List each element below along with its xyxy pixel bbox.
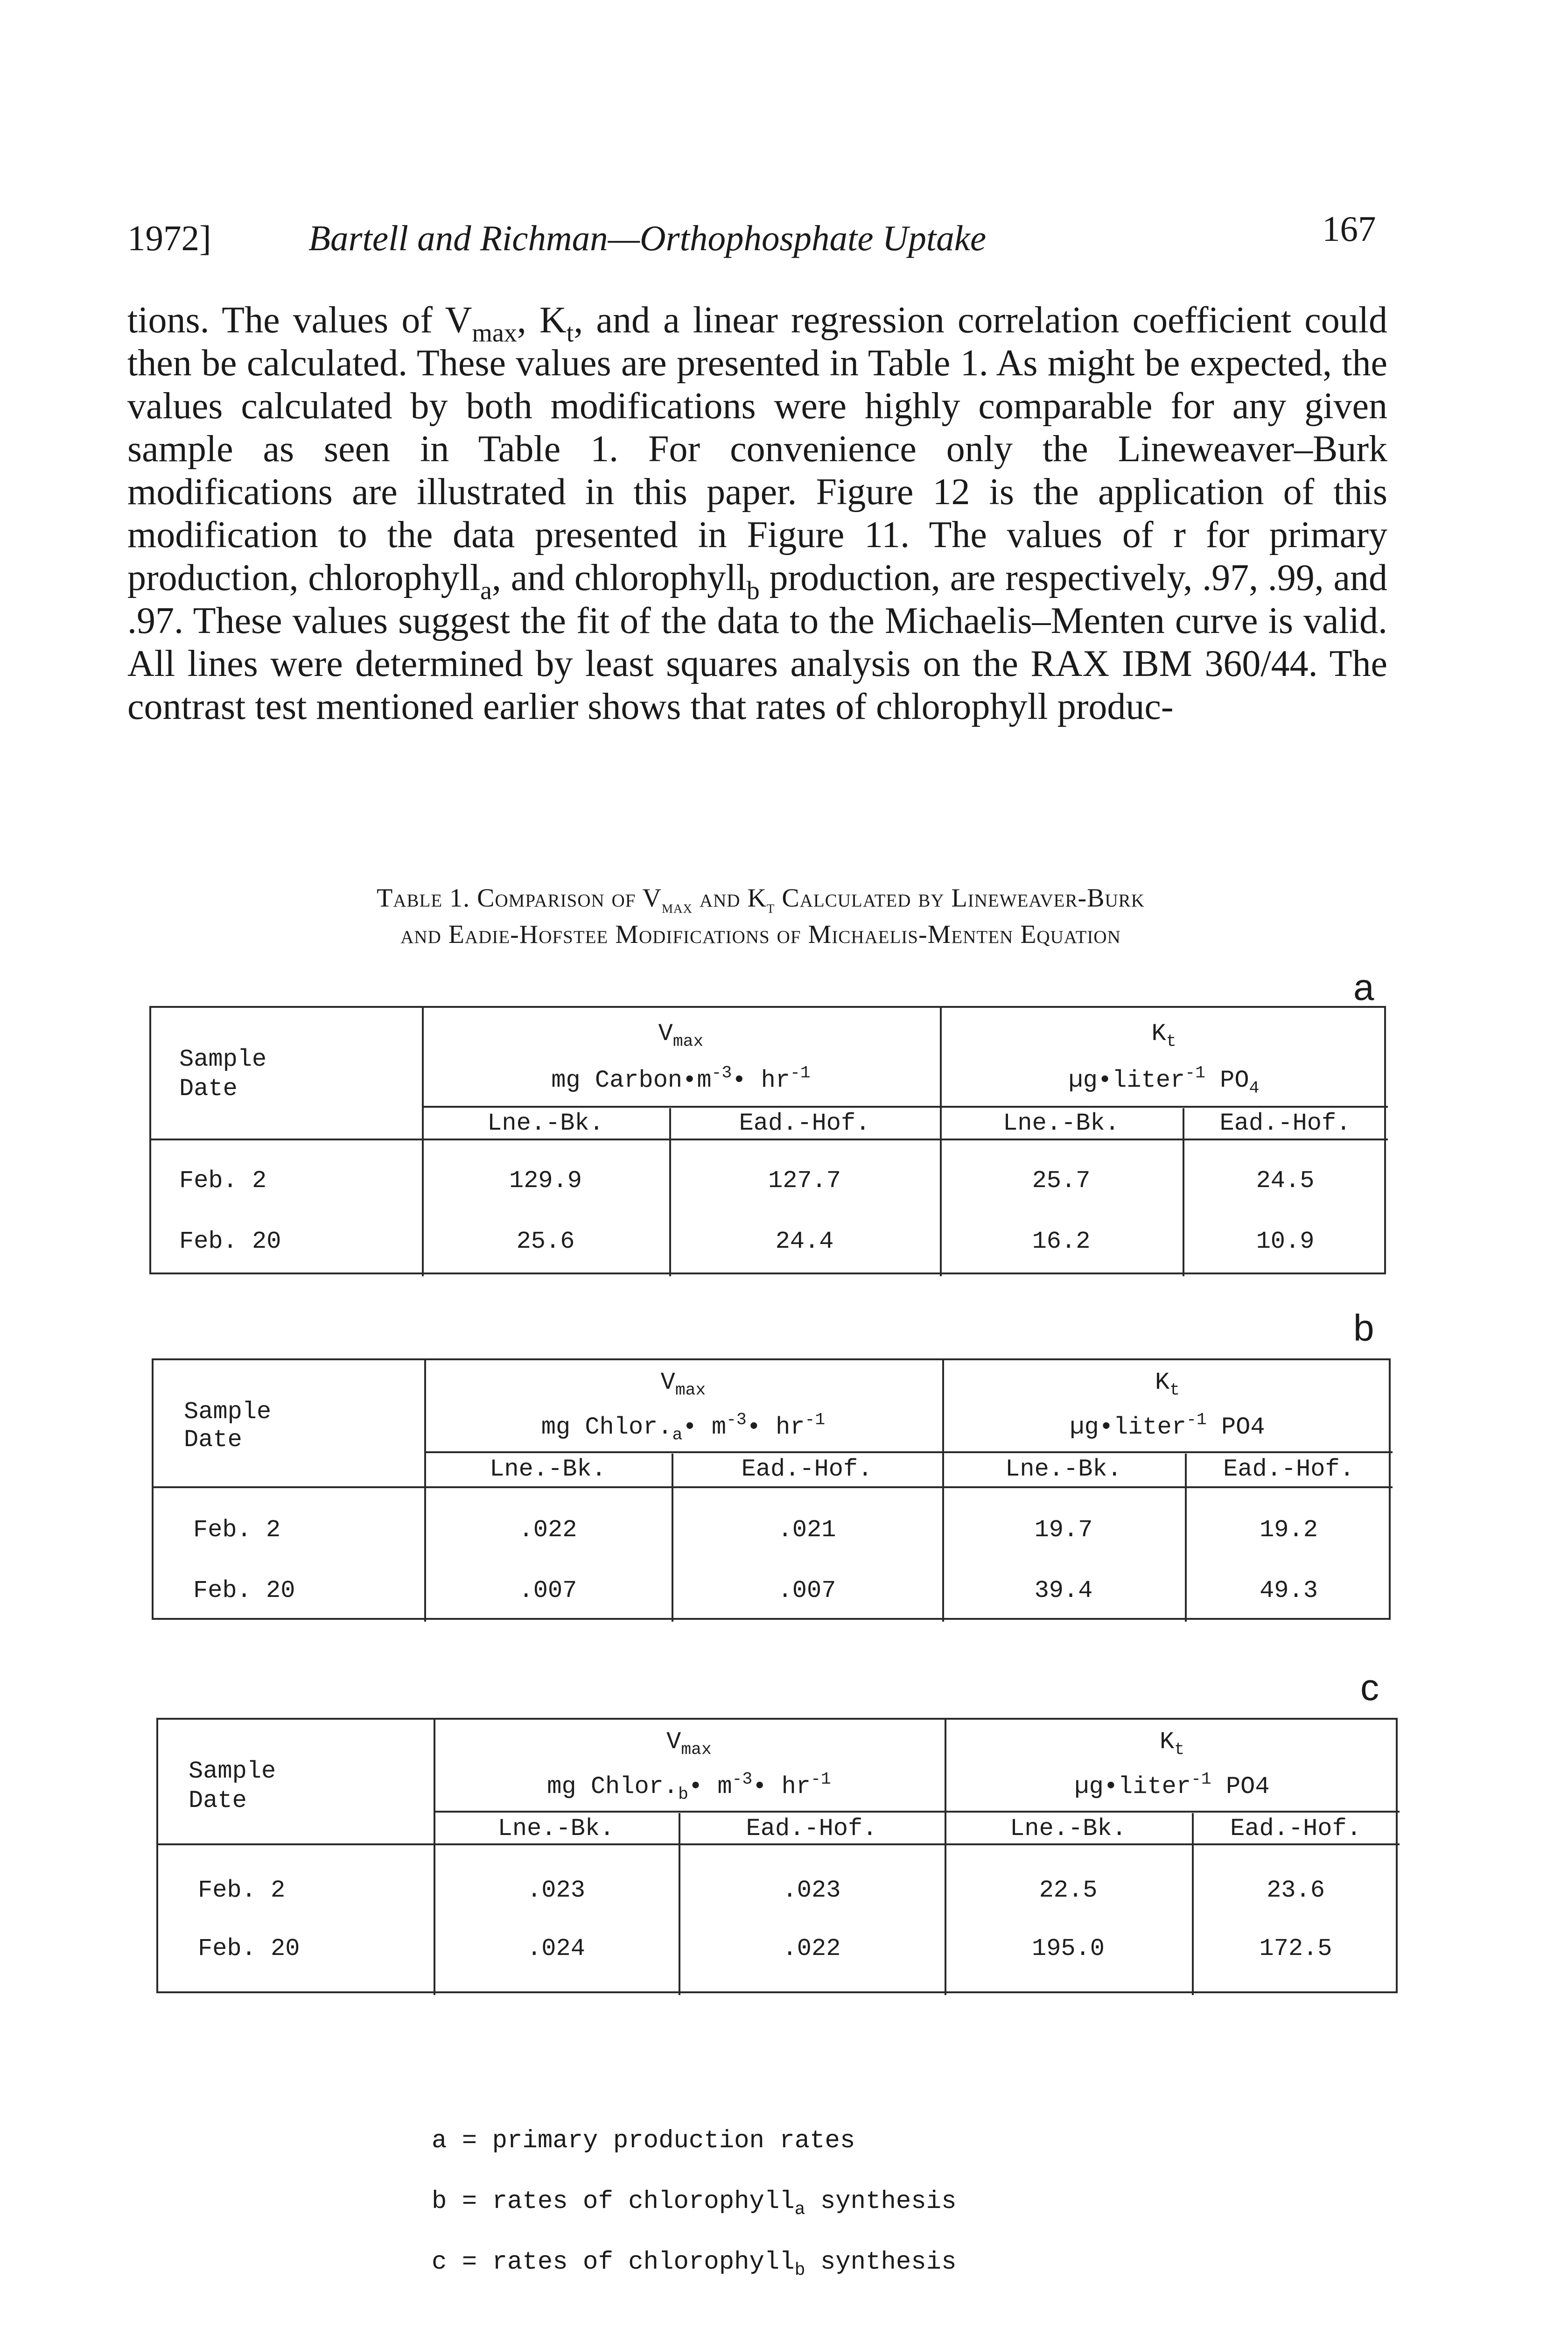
unit-superscript: -1 — [1191, 1769, 1211, 1789]
unit-subscript: b — [678, 1785, 688, 1804]
date-label: Date — [189, 1787, 247, 1814]
col-ead-hof: Ead.-Hof. — [741, 1455, 873, 1483]
unit-run: • hr — [752, 1773, 811, 1800]
body-text-run: , and chlorophyll — [492, 557, 747, 598]
unit-superscript: -3 — [732, 1769, 753, 1789]
col-lne-bk: Lne.-Bk. — [490, 1455, 606, 1483]
col-ead-hof: Ead.-Hof. — [1223, 1455, 1354, 1483]
unit-run: PO4 — [1206, 1413, 1265, 1441]
legend-run: synthesis — [805, 2248, 957, 2277]
row-date: Feb. 2 — [193, 1516, 281, 1544]
unit-run: µg•liter — [1074, 1773, 1191, 1800]
vmax-header — [424, 1369, 942, 1400]
unit-run: PO4 — [1211, 1773, 1270, 1800]
cell-value: .007 — [518, 1577, 577, 1604]
unit-superscript: -3 — [711, 1063, 732, 1083]
cell-value: .022 — [518, 1516, 577, 1544]
cell-value: 39.4 — [1034, 1577, 1093, 1604]
page-number: 167 — [1322, 209, 1376, 249]
panel-label-b: b — [1353, 1307, 1374, 1349]
unit-run: mg Carbon•m — [551, 1067, 712, 1094]
unit-run: • hr — [746, 1413, 805, 1441]
cell-value: 16.2 — [1032, 1228, 1091, 1255]
kt-symbol: K — [1151, 1020, 1166, 1047]
kt-symbol: K — [1159, 1728, 1175, 1756]
header-year: 1972] — [127, 218, 211, 258]
table-a — [149, 1006, 1386, 1274]
vmax-symbol: V — [658, 1020, 673, 1047]
vmax-subscript: max — [681, 1740, 712, 1759]
legend-b — [432, 2189, 956, 2250]
kt-subscript: t — [1169, 1380, 1180, 1400]
body-subscript: t — [566, 318, 574, 348]
cell-value: 10.9 — [1256, 1228, 1315, 1255]
vmax-subscript: max — [675, 1380, 706, 1400]
body-subscript: max — [472, 318, 517, 348]
unit-superscript: -1 — [790, 1063, 811, 1083]
vmax-symbol: V — [666, 1728, 681, 1756]
kt-unit — [942, 1410, 1393, 1441]
date-label: Date — [184, 1426, 242, 1454]
col-lne-bk: Lne.-Bk. — [1005, 1455, 1122, 1483]
vmax-unit — [424, 1410, 942, 1445]
sample-label: Sample — [179, 1046, 267, 1073]
sample-label: Sample — [184, 1398, 272, 1426]
unit-run: • m — [688, 1773, 732, 1800]
table-legend — [432, 2129, 956, 2311]
cell-value: 23.6 — [1267, 1877, 1325, 1904]
caption-line-1 — [131, 880, 1391, 916]
unit-subscript: 4 — [1249, 1078, 1260, 1098]
vmax-unit — [434, 1769, 945, 1804]
cell-value: 19.7 — [1034, 1516, 1093, 1544]
legend-run: b = rates of chlorophyll — [432, 2187, 795, 2216]
unit-superscript: -1 — [1186, 1410, 1207, 1429]
col-lne-bk: Lne.-Bk. — [1010, 1815, 1127, 1842]
col-ead-hof: Ead.-Hof. — [739, 1110, 870, 1137]
panel-label-c: c — [1360, 1666, 1379, 1708]
cell-value: 24.4 — [775, 1228, 834, 1255]
caption-line-2: and Eadie-Hofstee Modifications of Michaelis-Menten Equation — [400, 920, 1121, 949]
unit-superscript: -3 — [726, 1410, 747, 1429]
body-text-run: , and a linear regression correlation coefficient could then be calculated. These values are presented in Table 1. As might be expected, the values calculated by both modifications were highly comparable for any given sample as seen in Table 1. For convenience only the Lineweaver–Burk modifications are illustrated in this paper. Figure 12 is the application of this modification to the data presented in Figure 11. The values of r for primary production, chlorophyll — [127, 300, 1387, 598]
col-lne-bk: Lne.-Bk. — [1003, 1110, 1120, 1137]
row-date: Feb. 2 — [179, 1167, 267, 1195]
col-ead-hof: Ead.-Hof. — [746, 1815, 877, 1842]
col-ead-hof: Ead.-Hof. — [1230, 1815, 1361, 1842]
table-b — [152, 1358, 1391, 1620]
unit-run: • m — [682, 1413, 727, 1441]
cell-value: 22.5 — [1039, 1877, 1098, 1904]
unit-run: mg Chlor. — [541, 1413, 672, 1441]
caption-subscript: max — [661, 897, 693, 917]
vmax-unit — [422, 1063, 940, 1094]
caption-subscript: t — [766, 897, 775, 917]
vmax-header — [434, 1728, 945, 1759]
col-lne-bk: Lne.-Bk. — [497, 1815, 615, 1842]
kt-symbol: K — [1155, 1369, 1170, 1396]
body-text-run: tions. The values of V — [127, 300, 472, 341]
cell-value: .021 — [777, 1516, 836, 1544]
sample-label: Sample — [189, 1758, 276, 1785]
body-text-run: production, are respectively, .97, .99, and .97. These values suggest the fit of the data to the Michaelis–Menten curve is valid. All lines were determined by least squares analysis on the RAX IBM 360/44. The contrast test mentioned earlier shows that rates of chlorophyll produc- — [127, 557, 1388, 727]
kt-header — [945, 1728, 1400, 1759]
kt-header — [942, 1369, 1393, 1400]
table-caption — [131, 880, 1391, 953]
cell-value: 25.6 — [516, 1228, 575, 1255]
kt-header — [940, 1020, 1388, 1051]
cell-value: .024 — [527, 1935, 585, 1962]
unit-run: mg Chlor. — [547, 1773, 679, 1800]
legend-subscript: a — [794, 2200, 805, 2220]
legend-c — [432, 2250, 956, 2311]
vmax-symbol: V — [660, 1369, 675, 1396]
kt-subscript: t — [1166, 1032, 1176, 1051]
caption-run: Table 1. Comparison of V — [377, 884, 662, 913]
unit-superscript: -1 — [811, 1769, 831, 1789]
table-c — [156, 1718, 1398, 1993]
vmax-header — [422, 1020, 940, 1051]
legend-a: a = primary production rates — [432, 2127, 855, 2155]
col-lne-bk: Lne.-Bk. — [487, 1110, 604, 1137]
cell-value: .023 — [782, 1877, 841, 1904]
legend-subscript: b — [794, 2261, 805, 2281]
row-date: Feb. 2 — [198, 1877, 286, 1904]
cell-value: 129.9 — [509, 1167, 582, 1195]
cell-value: 19.2 — [1260, 1516, 1318, 1544]
unit-subscript: a — [672, 1425, 683, 1445]
kt-unit — [940, 1063, 1388, 1098]
col-ead-hof: Ead.-Hof. — [1219, 1110, 1351, 1137]
body-text-run: , K — [517, 300, 567, 341]
panel-label-a: a — [1353, 966, 1374, 1008]
unit-run: • hr — [732, 1067, 791, 1094]
running-title: Bartell and Richman—Orthophosphate Uptake — [308, 218, 987, 258]
row-date: Feb. 20 — [198, 1935, 300, 1962]
unit-run: PO — [1205, 1067, 1249, 1094]
unit-run: µg•liter — [1068, 1067, 1185, 1094]
row-date: Feb. 20 — [179, 1228, 281, 1255]
cell-value: 127.7 — [768, 1167, 841, 1195]
caption-run: and K — [692, 884, 767, 913]
caption-run: Calculated by Lineweaver-Burk — [775, 884, 1145, 913]
date-label: Date — [179, 1075, 238, 1103]
cell-value: 195.0 — [1031, 1935, 1105, 1962]
body-subscript: a — [480, 576, 492, 605]
kt-subscript: t — [1174, 1740, 1185, 1759]
unit-run: µg•liter — [1070, 1413, 1187, 1441]
cell-value: .023 — [527, 1877, 585, 1904]
cell-value: 24.5 — [1256, 1167, 1315, 1195]
body-subscript: b — [746, 576, 760, 605]
cell-value: .022 — [782, 1935, 841, 1962]
vmax-subscript: max — [672, 1032, 704, 1051]
unit-superscript: -1 — [805, 1410, 826, 1429]
unit-superscript: -1 — [1185, 1063, 1205, 1083]
cell-value: .007 — [777, 1577, 836, 1604]
row-date: Feb. 20 — [193, 1577, 295, 1604]
cell-value: 172.5 — [1259, 1935, 1332, 1962]
legend-run: synthesis — [805, 2187, 957, 2216]
cell-value: 49.3 — [1260, 1577, 1318, 1604]
kt-unit — [945, 1769, 1400, 1800]
body-paragraph — [127, 299, 1387, 728]
cell-value: 25.7 — [1032, 1167, 1091, 1195]
legend-run: c = rates of chlorophyll — [432, 2248, 795, 2277]
